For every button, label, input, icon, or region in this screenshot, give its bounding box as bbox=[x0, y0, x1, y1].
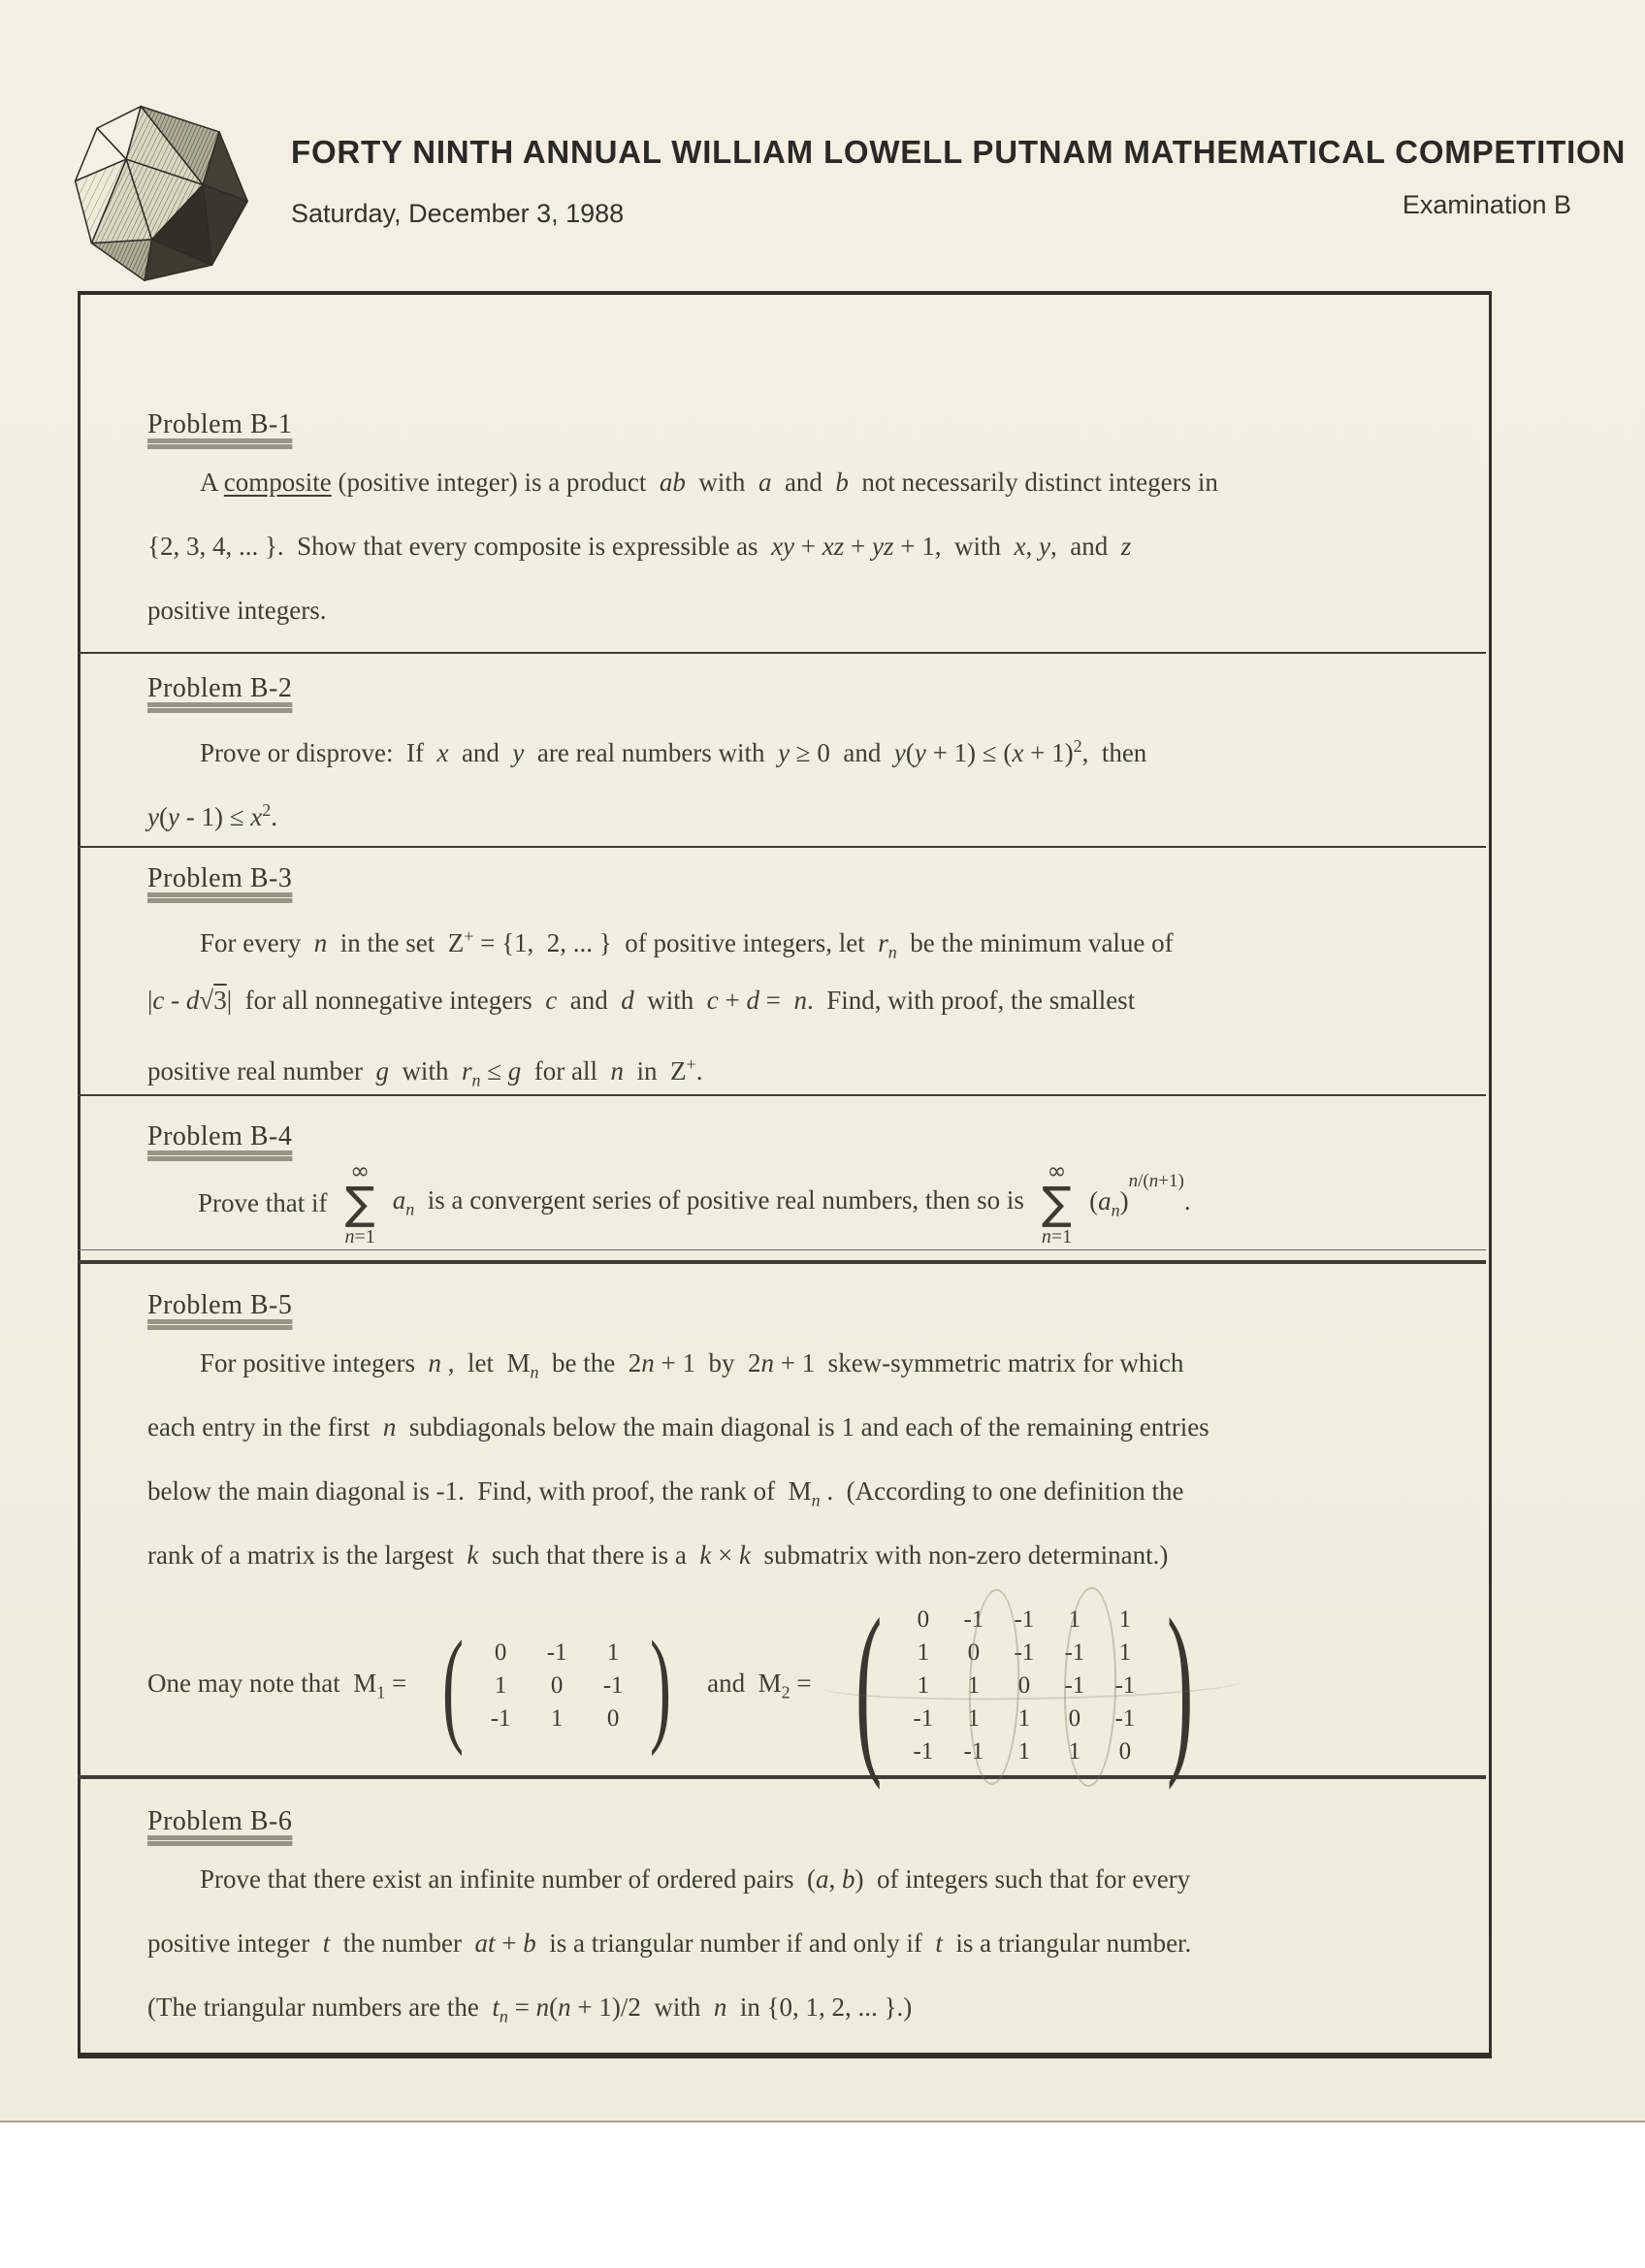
matrix-cell: 1 bbox=[606, 1638, 620, 1666]
problem-b3 bbox=[147, 859, 1482, 1096]
matrix-cell: -1 bbox=[546, 1638, 567, 1666]
right-paren: ) bbox=[650, 1613, 672, 1757]
matrix-cell: 0 bbox=[1068, 1704, 1081, 1732]
sigma-icon: ∑ bbox=[1042, 1177, 1073, 1230]
matrix-cell: 1 bbox=[1118, 1605, 1132, 1633]
right-paren: ) bbox=[1166, 1579, 1194, 1791]
problem-b2-heading: Problem B-2 bbox=[147, 673, 293, 703]
problem-b5 bbox=[147, 1286, 1482, 1587]
infinity-limit: ∞ bbox=[1047, 1157, 1067, 1185]
problem-b1-heading: Problem B-1 bbox=[147, 409, 293, 439]
problem-b6-heading: Problem B-6 bbox=[147, 1806, 293, 1836]
text-line: (The triangular numbers are the $t_n = n(n + 1)/2$ with n in {0, 1, 2, ... }.) bbox=[147, 1993, 913, 2026]
text-fragment: Prove that if bbox=[198, 1187, 328, 1217]
text-fragment: One may note that $M_1$ = bbox=[147, 1669, 407, 1702]
text-fragment: and $M_2$ = bbox=[707, 1669, 812, 1702]
divider-b4-b5 bbox=[78, 1260, 1486, 1264]
matrix-cell: 1 bbox=[967, 1704, 981, 1732]
matrix-cell: 1 bbox=[1017, 1737, 1031, 1765]
matrix-grid bbox=[900, 1604, 1148, 1768]
page-title: FORTY NINTH ANNUAL WILLIAM LOWELL PUTNAM MATHEMATICAL COMPETITION bbox=[291, 134, 1627, 170]
summation-symbol bbox=[344, 1159, 374, 1247]
problem-b3-heading: Problem B-3 bbox=[147, 863, 293, 893]
lower-limit: n=1 bbox=[1041, 1225, 1073, 1247]
divider-b2-b3 bbox=[78, 846, 1486, 848]
matrix-cell: 1 bbox=[1068, 1605, 1081, 1633]
matrix-m1 bbox=[432, 1613, 682, 1757]
icosahedron-logo-icon bbox=[64, 101, 254, 283]
text-line: positive real number g with $r_n \le g$ for all n in Z+. bbox=[147, 1054, 703, 1090]
matrix-cell: 1 bbox=[967, 1671, 981, 1699]
matrix-cell: -1 bbox=[1014, 1638, 1035, 1666]
exam-date: Saturday, December 3, 1988 bbox=[291, 199, 625, 228]
matrix-cell: 0 bbox=[967, 1638, 981, 1666]
matrix-cell: -1 bbox=[963, 1605, 984, 1633]
matrix-cell: 1 bbox=[1068, 1737, 1081, 1765]
exponent: n/(n+1) bbox=[1128, 1171, 1184, 1192]
matrix-cell: -1 bbox=[1064, 1638, 1085, 1666]
problem-b4-statement bbox=[147, 1154, 1482, 1251]
power-expression: $(a_n)^{n/(n+1)}$. bbox=[1089, 1171, 1191, 1220]
lower-limit: n=1 bbox=[344, 1225, 375, 1247]
left-paren: ( bbox=[855, 1579, 882, 1791]
matrix-cell: -1 bbox=[1114, 1704, 1136, 1732]
problem-b6 bbox=[147, 1802, 1482, 2039]
matrix-grid bbox=[474, 1636, 639, 1735]
text-line: |c - d√3| for all nonnegative integers c and d with c + d = n. Find, with proof, the smallest bbox=[147, 986, 1136, 1015]
text-line: A composite (positive integer) is a product ab with a and b not necessarily distinct integers in bbox=[200, 468, 1218, 497]
text-line: positive integer t the number at + b is a triangular number if and only if t is a triangular number. bbox=[147, 1928, 1192, 1958]
text-line: For positive integers n , let $M_n$ be the 2n + 1 by 2n + 1 skew-symmetric matrix for which bbox=[200, 1348, 1184, 1382]
matrix-cell: 1 bbox=[1017, 1704, 1031, 1732]
summation-symbol bbox=[1042, 1159, 1072, 1247]
text-line: rank of a matrix is the largest k such that there is a k × k submatrix with non-zero determinant.) bbox=[147, 1540, 1169, 1570]
matrix-cell: 1 bbox=[550, 1704, 564, 1732]
matrix-cell: 0 bbox=[494, 1638, 507, 1666]
matrix-cell: 0 bbox=[606, 1704, 620, 1732]
exam-label: Examination B bbox=[1402, 190, 1571, 219]
text-line: Prove that there exist an infinite number of ordered pairs (a, b) of integers such that for every bbox=[200, 1864, 1191, 1894]
problem-b4-heading: Problem B-4 bbox=[147, 1121, 293, 1151]
problem-b5-heading: Problem B-5 bbox=[147, 1290, 293, 1320]
matrix-cell: -1 bbox=[1114, 1671, 1136, 1699]
text-line: each entry in the first n subdiagonals below the main diagonal is 1 and each of the remaining entries bbox=[147, 1412, 1210, 1442]
sigma-icon: ∑ bbox=[344, 1177, 375, 1230]
matrix-cell: 0 bbox=[1118, 1737, 1132, 1765]
matrix-cell: 0 bbox=[1017, 1671, 1031, 1699]
matrix-cell: -1 bbox=[963, 1737, 984, 1765]
text-line: Prove or disprove: If x and y are real numbers with y ≥ 0 and $y(y + 1) \le (x + 1)^2$, then bbox=[200, 736, 1147, 767]
matrix-cell: -1 bbox=[913, 1704, 934, 1732]
text-line: {2, 3, 4, ... }. Show that every composite is expressible as xy + xz + yz + 1, with x, y, and z bbox=[147, 532, 1132, 561]
text-line: positive integers. bbox=[147, 596, 327, 625]
text-fragment: $a_n$ is a convergent series of positive real numbers, then so is bbox=[392, 1185, 1024, 1219]
text-line: For every n in the set Z+ = {1, 2, ... } of positive integers, let $r_n$ be the minimum value of bbox=[200, 926, 1174, 962]
matrix-cell: -1 bbox=[602, 1671, 624, 1699]
problem-b5-matrices bbox=[147, 1579, 1482, 1791]
matrix-cell: 0 bbox=[917, 1605, 930, 1633]
infinity-limit: ∞ bbox=[350, 1157, 371, 1185]
matrix-cell: -1 bbox=[490, 1704, 511, 1732]
problem-b2 bbox=[147, 669, 1482, 842]
matrix-cell: 1 bbox=[1118, 1638, 1132, 1666]
matrix-cell: 1 bbox=[917, 1638, 930, 1666]
text-line: below the main diagonal is -1. Find, with proof, the rank of $M_n$ . (According to one definition the bbox=[147, 1476, 1184, 1510]
text-line: $y(y - 1) \le x^2$. bbox=[147, 800, 278, 831]
matrix-cell: 1 bbox=[917, 1671, 930, 1699]
matrix-cell: 1 bbox=[494, 1671, 507, 1699]
problem-b1 bbox=[147, 405, 1482, 642]
matrix-m2 bbox=[837, 1579, 1212, 1791]
matrix-cell: -1 bbox=[1064, 1671, 1085, 1699]
matrix-cell: -1 bbox=[1014, 1605, 1035, 1633]
matrix-cell: -1 bbox=[913, 1737, 934, 1765]
divider-b1-b2 bbox=[78, 652, 1486, 654]
matrix-cell: 0 bbox=[550, 1671, 564, 1699]
left-paren: ( bbox=[442, 1613, 465, 1757]
